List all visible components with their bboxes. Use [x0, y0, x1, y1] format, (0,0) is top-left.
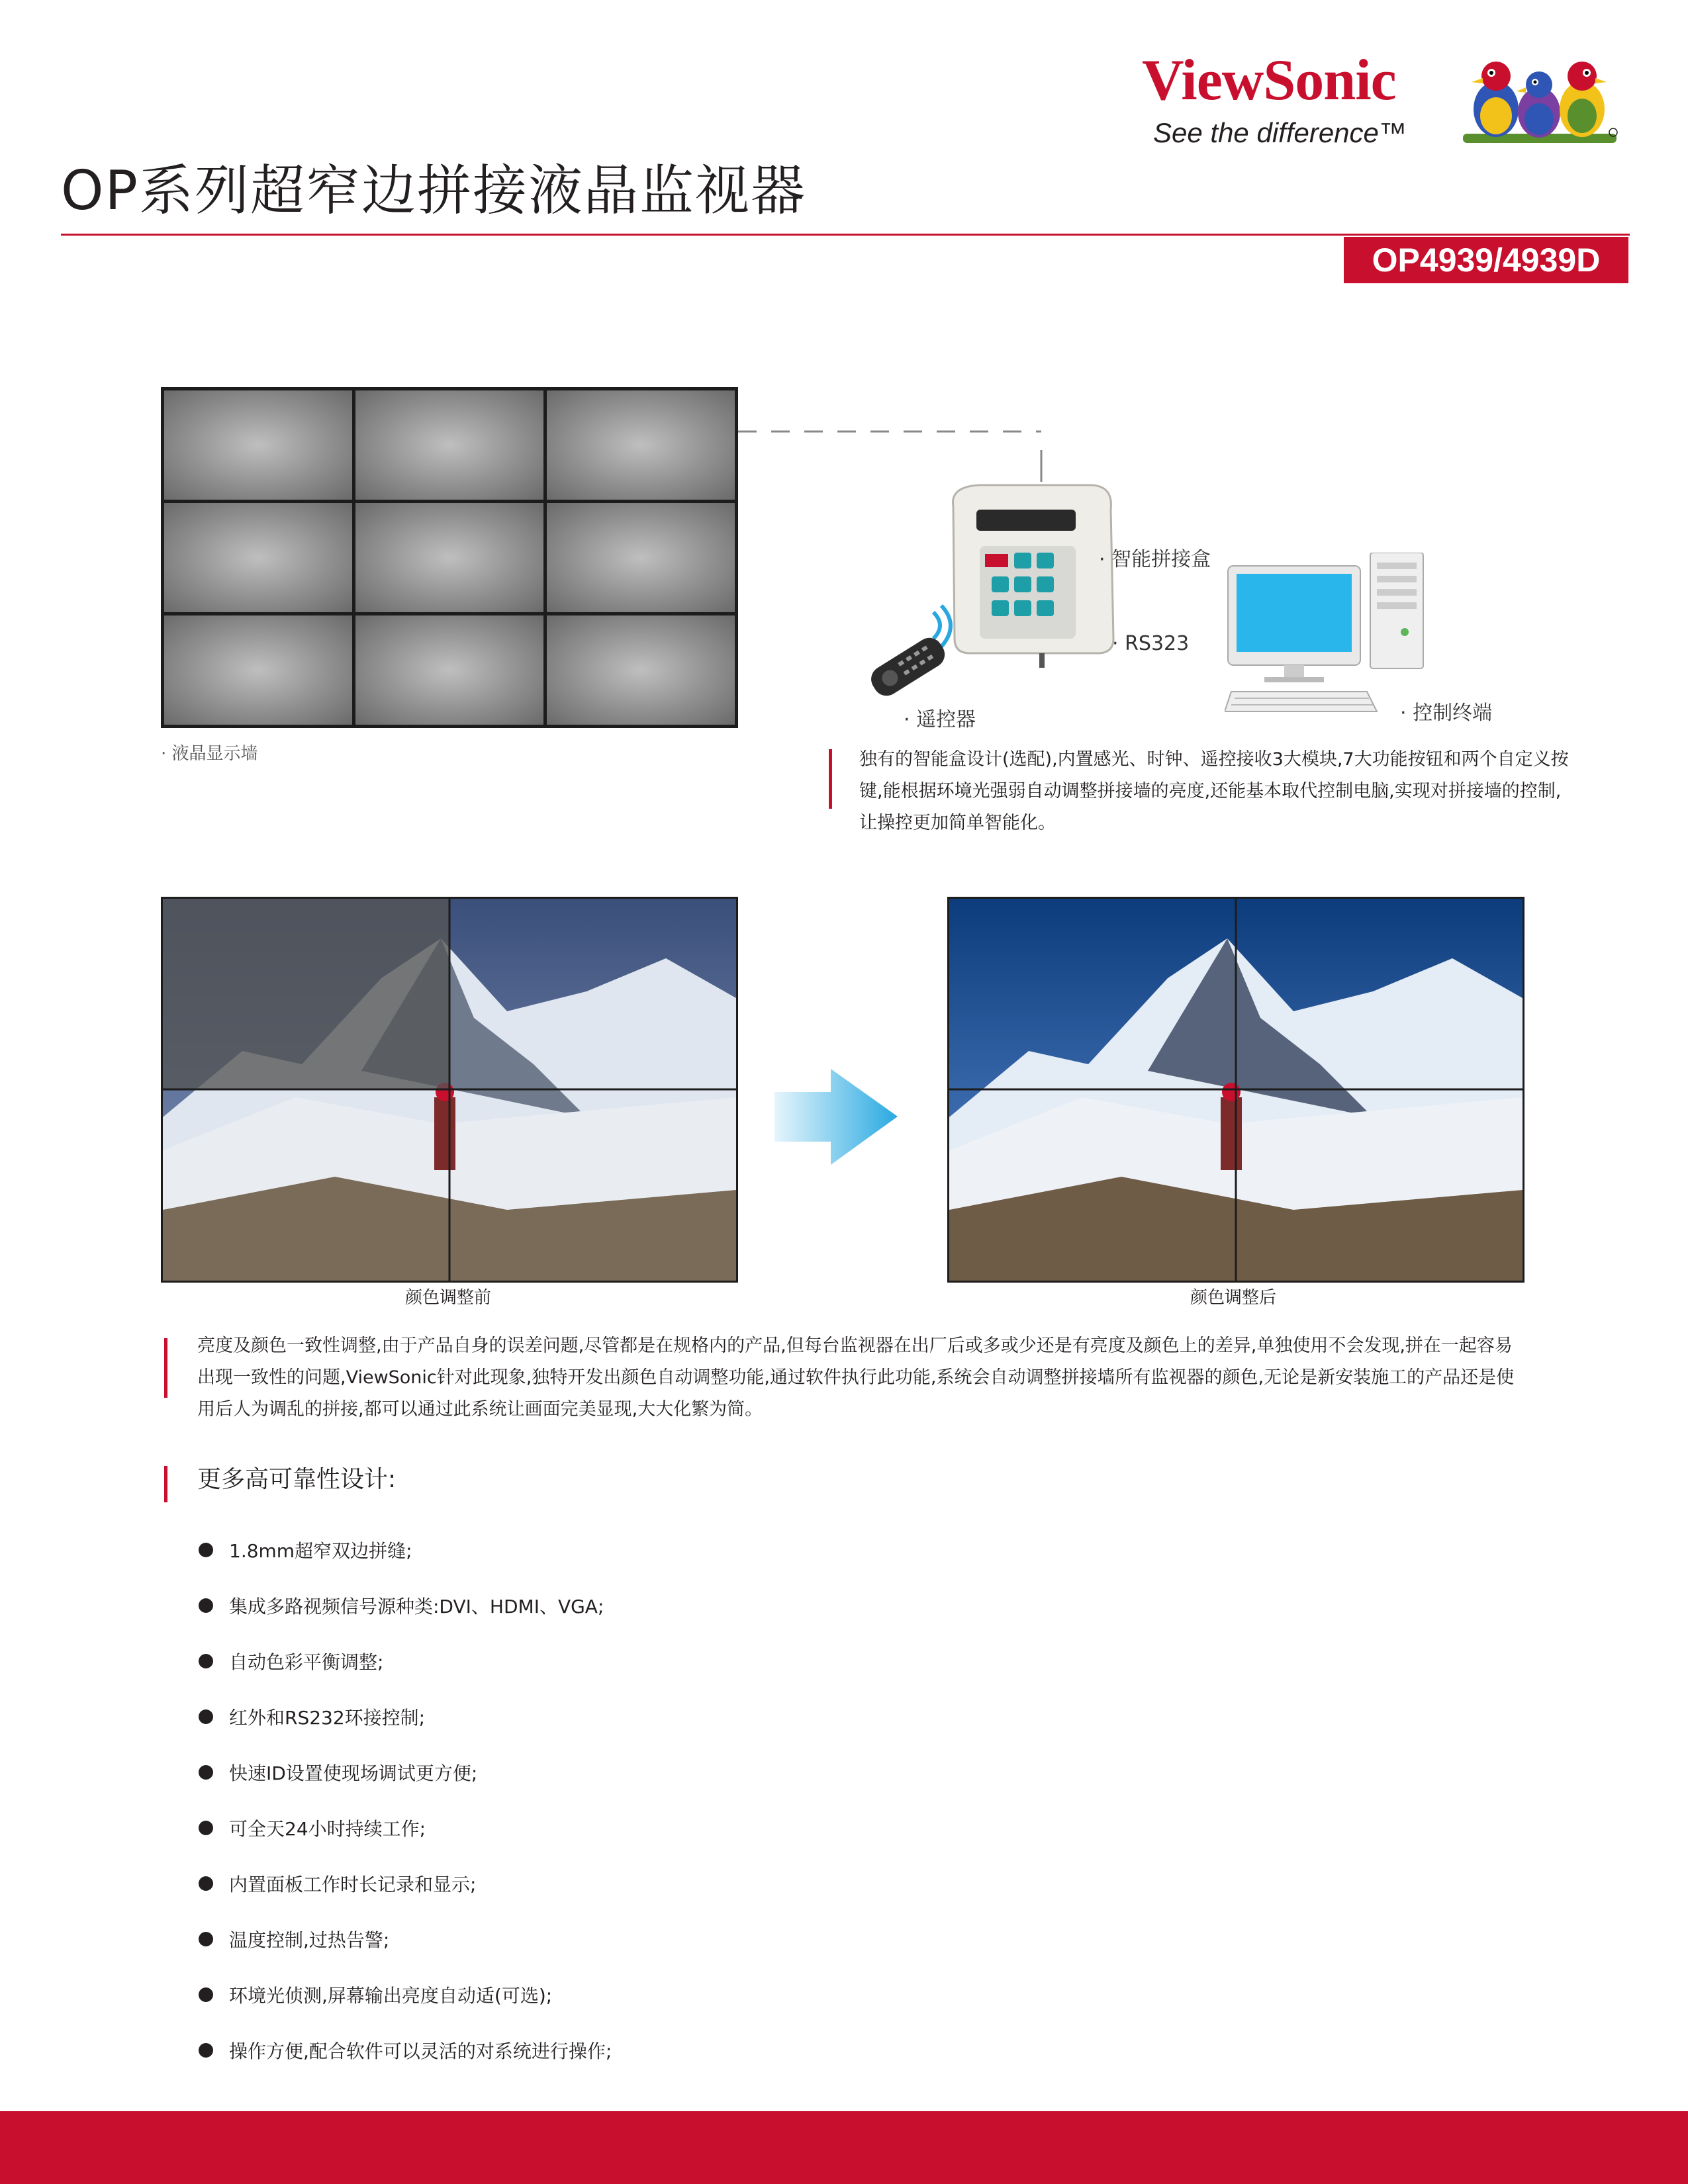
after-caption: 颜色调整后: [1190, 1288, 1277, 1308]
page-title: OP系列超窄边拼接液晶监视器: [61, 159, 806, 222]
terminal-label: · 控制终端: [1400, 702, 1493, 725]
accent-bar: [164, 1466, 167, 1502]
bullet-icon: [199, 1821, 213, 1835]
wall-tile: [164, 615, 352, 725]
bullet-icon: [199, 1654, 213, 1668]
list-item: [199, 1911, 612, 1967]
brand-tagline: See the difference™: [1153, 117, 1407, 148]
smart-box-description: 独有的智能盒设计(选配),内置感光、时钟、遥控接收3大模块,7大功能按钮和两个自定义按键,能根据环境光强弱自动调整拼接墙的亮度,还能基本取代控制电脑,实现对拼接墙的控制,让操控更加简单智能化。: [859, 749, 1569, 833]
rs-label: · RS323: [1112, 632, 1190, 655]
wall-tile: [547, 503, 735, 612]
reliability-list: [199, 1522, 612, 2078]
list-item: [199, 1633, 612, 1689]
photo-after: [947, 897, 1524, 1283]
title-divider: [61, 234, 1630, 236]
list-item-text: 环境光侦测,屏幕输出亮度自动适(可选);: [229, 1985, 553, 2007]
wall-tile: [547, 390, 735, 500]
color-adjust-description: 亮度及颜色一致性调整,由于产品自身的误差问题,尽管都是在规格内的产品,但每台监视器在出厂后或多或少还是有亮度及颜色上的差异,单独使用不会发现,拼在一起容易出现一致性的问题,ViewSonic针对此现象,独特开发出颜色自动调整功能,通过软件执行此功能,系统会自动调整拼接墙所有监视器的颜色,无论是新安装施工的产品还是使用后人为调乱的拼接,都可以通过此系统让画面完美显现,大大化繁为简。: [197, 1336, 1515, 1420]
accent-bar: [829, 749, 832, 809]
reliability-heading: 更多高可靠性设计:: [197, 1466, 397, 1493]
list-item-text: 1.8mm超窄双边拼缝;: [229, 1540, 412, 1562]
birds-logo-icon: [1460, 46, 1622, 152]
list-item-text: 温度控制,过热告警;: [229, 1929, 390, 1951]
bullet-icon: [199, 2043, 213, 2058]
list-item: [199, 1967, 612, 2023]
list-item: [199, 1856, 612, 1911]
bullet-icon: [199, 1932, 213, 1946]
list-item: [199, 2023, 612, 2078]
bullet-icon: [199, 1876, 213, 1891]
list-item: [199, 1578, 612, 1633]
accent-bar: [164, 1338, 167, 1398]
list-item-text: 红外和RS232环接控制;: [229, 1707, 426, 1729]
brand-logo-text: ViewSonic: [1142, 48, 1396, 113]
video-wall-grid: [161, 387, 738, 728]
arrow-right-icon: [774, 1069, 900, 1165]
computer-terminal-icon: [1225, 553, 1436, 718]
list-item-text: 快速ID设置使现场调试更方便;: [229, 1762, 478, 1784]
bullet-icon: [199, 1987, 213, 2002]
wall-tile: [355, 615, 543, 725]
list-item-text: 集成多路视频信号源种类:DVI、HDMI、VGA;: [229, 1596, 604, 1617]
wall-tile: [164, 503, 352, 612]
list-item-text: 操作方便,配合软件可以灵活的对系统进行操作;: [229, 2040, 612, 2062]
footer-bar: [0, 2111, 1688, 2184]
remote-control-icon: [861, 599, 993, 711]
list-item-text: 自动色彩平衡调整;: [229, 1651, 384, 1673]
list-item: [199, 1745, 612, 1800]
bullet-icon: [199, 1709, 213, 1724]
list-item: [199, 1689, 612, 1745]
model-badge: OP4939/4939D: [1344, 237, 1628, 283]
before-caption: 颜色调整前: [405, 1288, 492, 1308]
smart-box-label: · 智能拼接盒: [1099, 548, 1211, 571]
list-item: [199, 1522, 612, 1578]
connector-line: [738, 424, 1043, 483]
wall-tile: [164, 390, 352, 500]
wall-tile: [547, 615, 735, 725]
list-item-text: 内置面板工作时长记录和显示;: [229, 1874, 477, 1895]
list-item-text: 可全天24小时持续工作;: [229, 1818, 426, 1840]
bullet-icon: [199, 1598, 213, 1613]
bullet-icon: [199, 1765, 213, 1780]
wall-tile: [355, 390, 543, 500]
bullet-icon: [199, 1543, 213, 1557]
photo-before: [161, 897, 738, 1283]
remote-label: · 遥控器: [904, 708, 976, 731]
wall-tile: [355, 503, 543, 612]
list-item: [199, 1800, 612, 1856]
wall-caption: · 液晶显示墙: [161, 744, 258, 764]
